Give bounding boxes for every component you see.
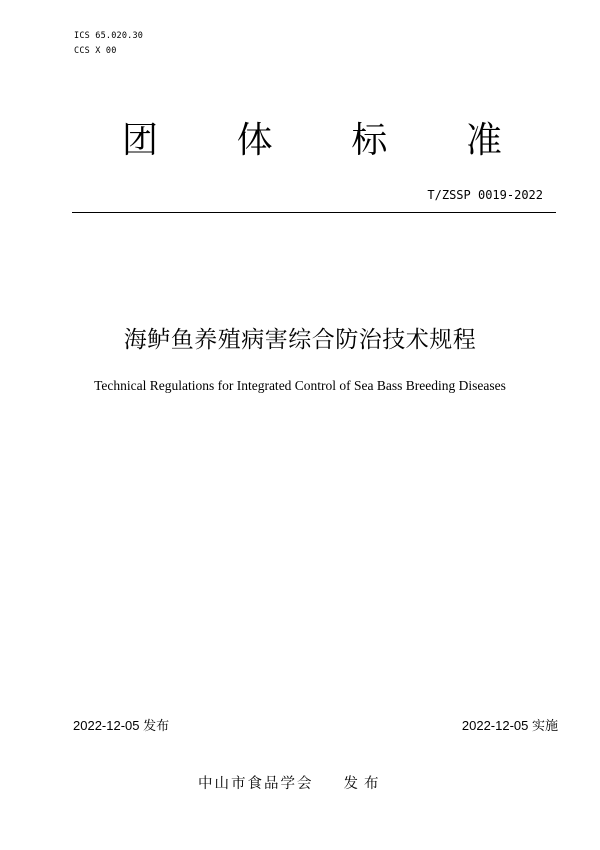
ccs-code: CCS X 00 [74,46,117,56]
header-divider [72,212,556,213]
document-type-heading [122,116,502,166]
doc-type-char: 准 [465,120,502,161]
doc-type-char: 团 [122,120,159,161]
issuer-line [198,773,385,795]
classification-codes [74,29,143,59]
chinese-title: 海鲈鱼养殖病害综合防治技术规程 [123,327,477,353]
issuing-organization: 中山市食品学会 [198,776,314,792]
doc-type-char: 标 [351,120,388,161]
implement-date: 2022-12-05 实施 [461,718,558,733]
ics-code: ICS 65.020.30 [74,31,144,41]
standard-number: T/ZSSP 0019-2022 [427,188,543,202]
english-title: Technical Regulations for Integrated Control of Sea Bass Breeding Diseases [94,378,506,393]
doc-type-char: 体 [236,120,273,161]
publish-date: 2022-12-05 发布 [73,718,170,733]
issue-action: 发布 [343,776,385,792]
